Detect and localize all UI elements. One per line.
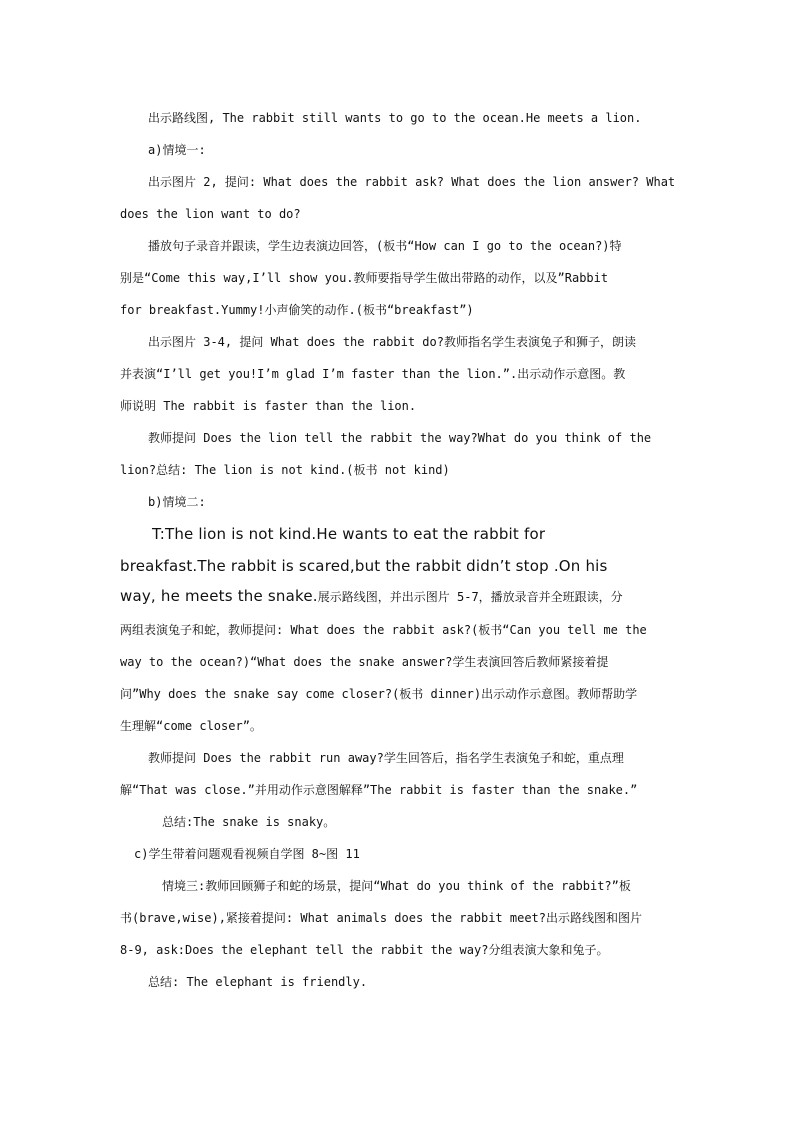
paragraph-line-5: 播放句子录音并跟读，学生边表演边回答，(板书“How can I go to the ocean?)特 [148,239,622,253]
paragraph-line-15: breakfast.The rabbit is scared,but the rabbit didn’t stop .On his [120,557,608,575]
paragraph-line-16-part-2: 展示路线图，并出示图片 5-7，播放录音并全班跟读，分 [317,590,623,604]
paragraph-line-4: does the lion want to do? [120,207,301,221]
section-heading-c: c)学生带着问题观看视频自学图 8~图 11 [134,847,360,861]
paragraph-line-18: way to the ocean?)“What does the snake answer?学生表演回答后教师紧接着提 [120,655,609,669]
paragraph-line-3: 出示图片 2, 提问: What does the rabbit ask? What does the lion answer? What [148,175,676,189]
paragraph-line-26: 情境三:教师回顾狮子和蛇的场景，提问“What do you think of the rabbit?”板 [162,879,631,893]
paragraph-line-10: 师说明 The rabbit is faster than the lion. [120,399,417,413]
paragraph-line-19: 问”Why does the snake say come closer?(板书 dinner)出示动作示意图。教师帮助学 [120,687,638,701]
summary-line-snake: 总结:The snake is snaky。 [162,815,336,829]
paragraph-line-8: 出示图片 3-4, 提问 What does the rabbit do?教师指名学生表演兔子和狮子，朗读 [148,335,636,349]
paragraph-line-20: 生理解“come closer”。 [120,719,262,733]
summary-line-elephant: 总结: The elephant is friendly. [148,975,368,989]
paragraph-line-28: 8-9, ask:Does the elephant tell the rabbit the way?分组表演大象和兔子。 [120,943,609,957]
paragraph-line-21: 教师提问 Does the rabbit run away?学生回答后，指名学生表演兔子和蛇，重点理 [148,751,624,765]
paragraph-line-22: 解“That was close.”并用动作示意图解释”The rabbit is faster than the snake.” [120,783,638,797]
paragraph-line-16 [120,588,680,605]
paragraph-line-14: T:The lion is not kind.He wants to eat the rabbit for [152,525,546,543]
paragraph-line-11: 教师提问 Does the lion tell the rabbit the way?What do you think of the [148,431,652,445]
paragraph-line-9: 并表演“I’ll get you!I’m glad I’m faster than the lion.”.出示动作示意图。教 [120,367,626,381]
paragraph-line-27: 书(brave,wise),紧接着提问: What animals does the rabbit meet?出示路线图和图片 [120,911,643,925]
paragraph-line-17: 两组表演兔子和蛇，教师提问: What does the rabbit ask?(板书“Can you tell me the [120,623,647,637]
paragraph-line-6: 别是“Come this way,I’ll show you.教师要指导学生做出带路的动作，以及”Rabbit [120,271,609,285]
paragraph-line-16-part-1: way, he meets the snake. [120,587,318,605]
section-heading-b: b)情境二: [148,495,206,509]
paragraph-line-7: for breakfast.Yummy!小声偷笑的动作.(板书“breakfast”) [120,303,474,317]
paragraph-line-12: lion?总结: The lion is not kind.(板书 not kind) [120,463,450,477]
paragraph-line-1: 出示路线图, The rabbit still wants to go to the ocean.He meets a lion. [148,111,642,125]
section-heading-a: a)情境一: [148,143,206,157]
